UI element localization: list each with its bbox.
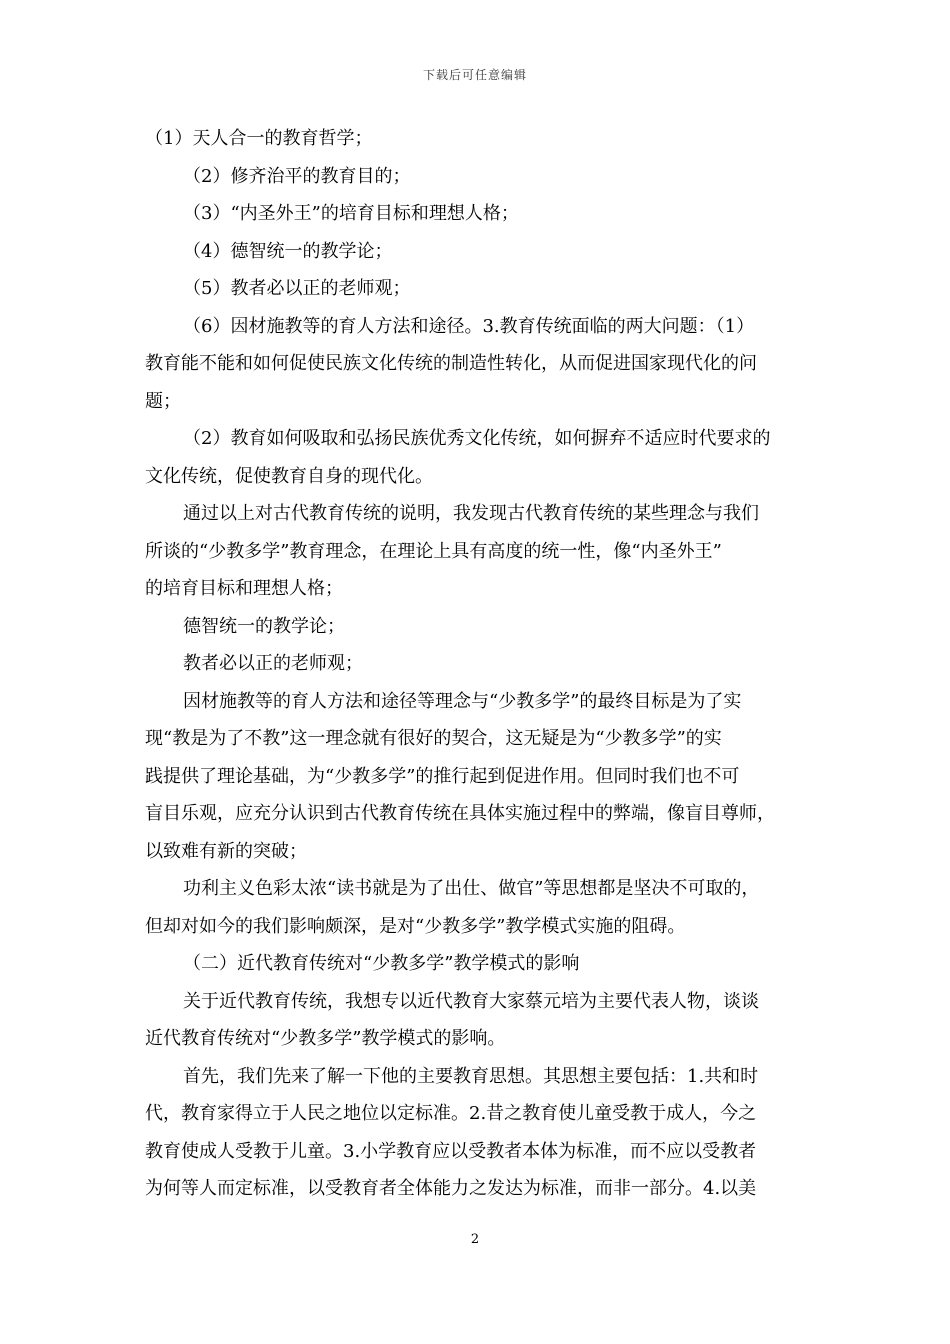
text-line: （2）教育如何吸取和弘扬民族优秀文化传统，如何摒弃不适应时代要求的 — [183, 428, 771, 449]
text-line: 践提供了理论基础，为“少教多学”的推行起到促进作用。但同时我们也不可 — [145, 765, 740, 787]
text-line: （5）教者必以正的老师观； — [183, 278, 411, 299]
page-header: 下载后可任意编辑 — [422, 68, 527, 82]
text-line: （1）天人合一的教育哲学； — [145, 128, 373, 149]
text-line: （3）“内圣外王”的培育目标和理想人格； — [183, 203, 519, 224]
text-line: 通过以上对古代教育传统的说明，我发现古代教育传统的某些理念与我们 — [183, 503, 759, 524]
text-line: 所谈的“少教多学”教育理念，在理论上具有高度的统一性，像“内圣外王” — [145, 540, 722, 562]
text-line: 题； — [145, 390, 181, 412]
text-line: 文化传统，促使教育自身的现代化。 — [145, 465, 433, 487]
text-line: （二）近代教育传统对“少教多学”教学模式的影响 — [183, 953, 580, 974]
text-line: 代，教育家得立于人民之地位以定标准。2.昔之教育使儿童受教于成人，今之 — [145, 1103, 757, 1124]
text-line: （4）德智统一的教学论； — [183, 240, 393, 262]
document-body — [145, 120, 817, 1208]
text-line: 近代教育传统对“少教多学”教学模式的影响。 — [145, 1028, 506, 1049]
text-line: 功利主义色彩太浓“读书就是为了出仕、做官”等思想都是坚决不可取的， — [183, 878, 760, 899]
text-line: 因材施教等的育人方法和途径等理念与“少教多学”的最终目标是为了实 — [183, 690, 742, 712]
text-line: 教育能不能和如何促使民族文化传统的制造性转化，从而促进国家现代化的问 — [145, 353, 757, 374]
page-number: 2 — [470, 1232, 480, 1247]
text-line: （2）修齐治平的教育目的； — [183, 165, 411, 187]
text-line: 教育使成人受教于儿童。3.小学教育应以受教者本体为标准，而不应以受教者 — [145, 1140, 757, 1162]
text-line: 德智统一的教学论； — [183, 615, 345, 637]
text-line: 但却对如今的我们影响颇深，是对“少教多学”教学模式实施的阻碍。 — [145, 915, 686, 937]
text-line: 首先，我们先来了解一下他的主要教育思想。其思想主要包括：1.共和时 — [183, 1065, 759, 1087]
text-line: 以致难有新的突破； — [145, 840, 307, 862]
text-line: （6）因材施教等的育人方法和途径。3.教育传统面临的两大问题：（1） — [183, 315, 755, 337]
text-line: 现“教是为了不教”这一理念就有很好的契合，这无疑是为“少教多学”的实 — [145, 728, 722, 749]
text-line: 教者必以正的老师观； — [183, 653, 363, 674]
text-line: 为何等人而定标准，以受教育者全体能力之发达为标准，而非一部分。4.以美 — [145, 1178, 757, 1199]
text-line: 关于近代教育传统，我想专以近代教育大家蔡元培为主要代表人物，谈谈 — [183, 990, 759, 1012]
text-line: 的培育目标和理想人格； — [145, 578, 343, 599]
text-line: 盲目乐观，应充分认识到古代教育传统在具体实施过程中的弊端，像盲目尊师， — [145, 803, 775, 824]
